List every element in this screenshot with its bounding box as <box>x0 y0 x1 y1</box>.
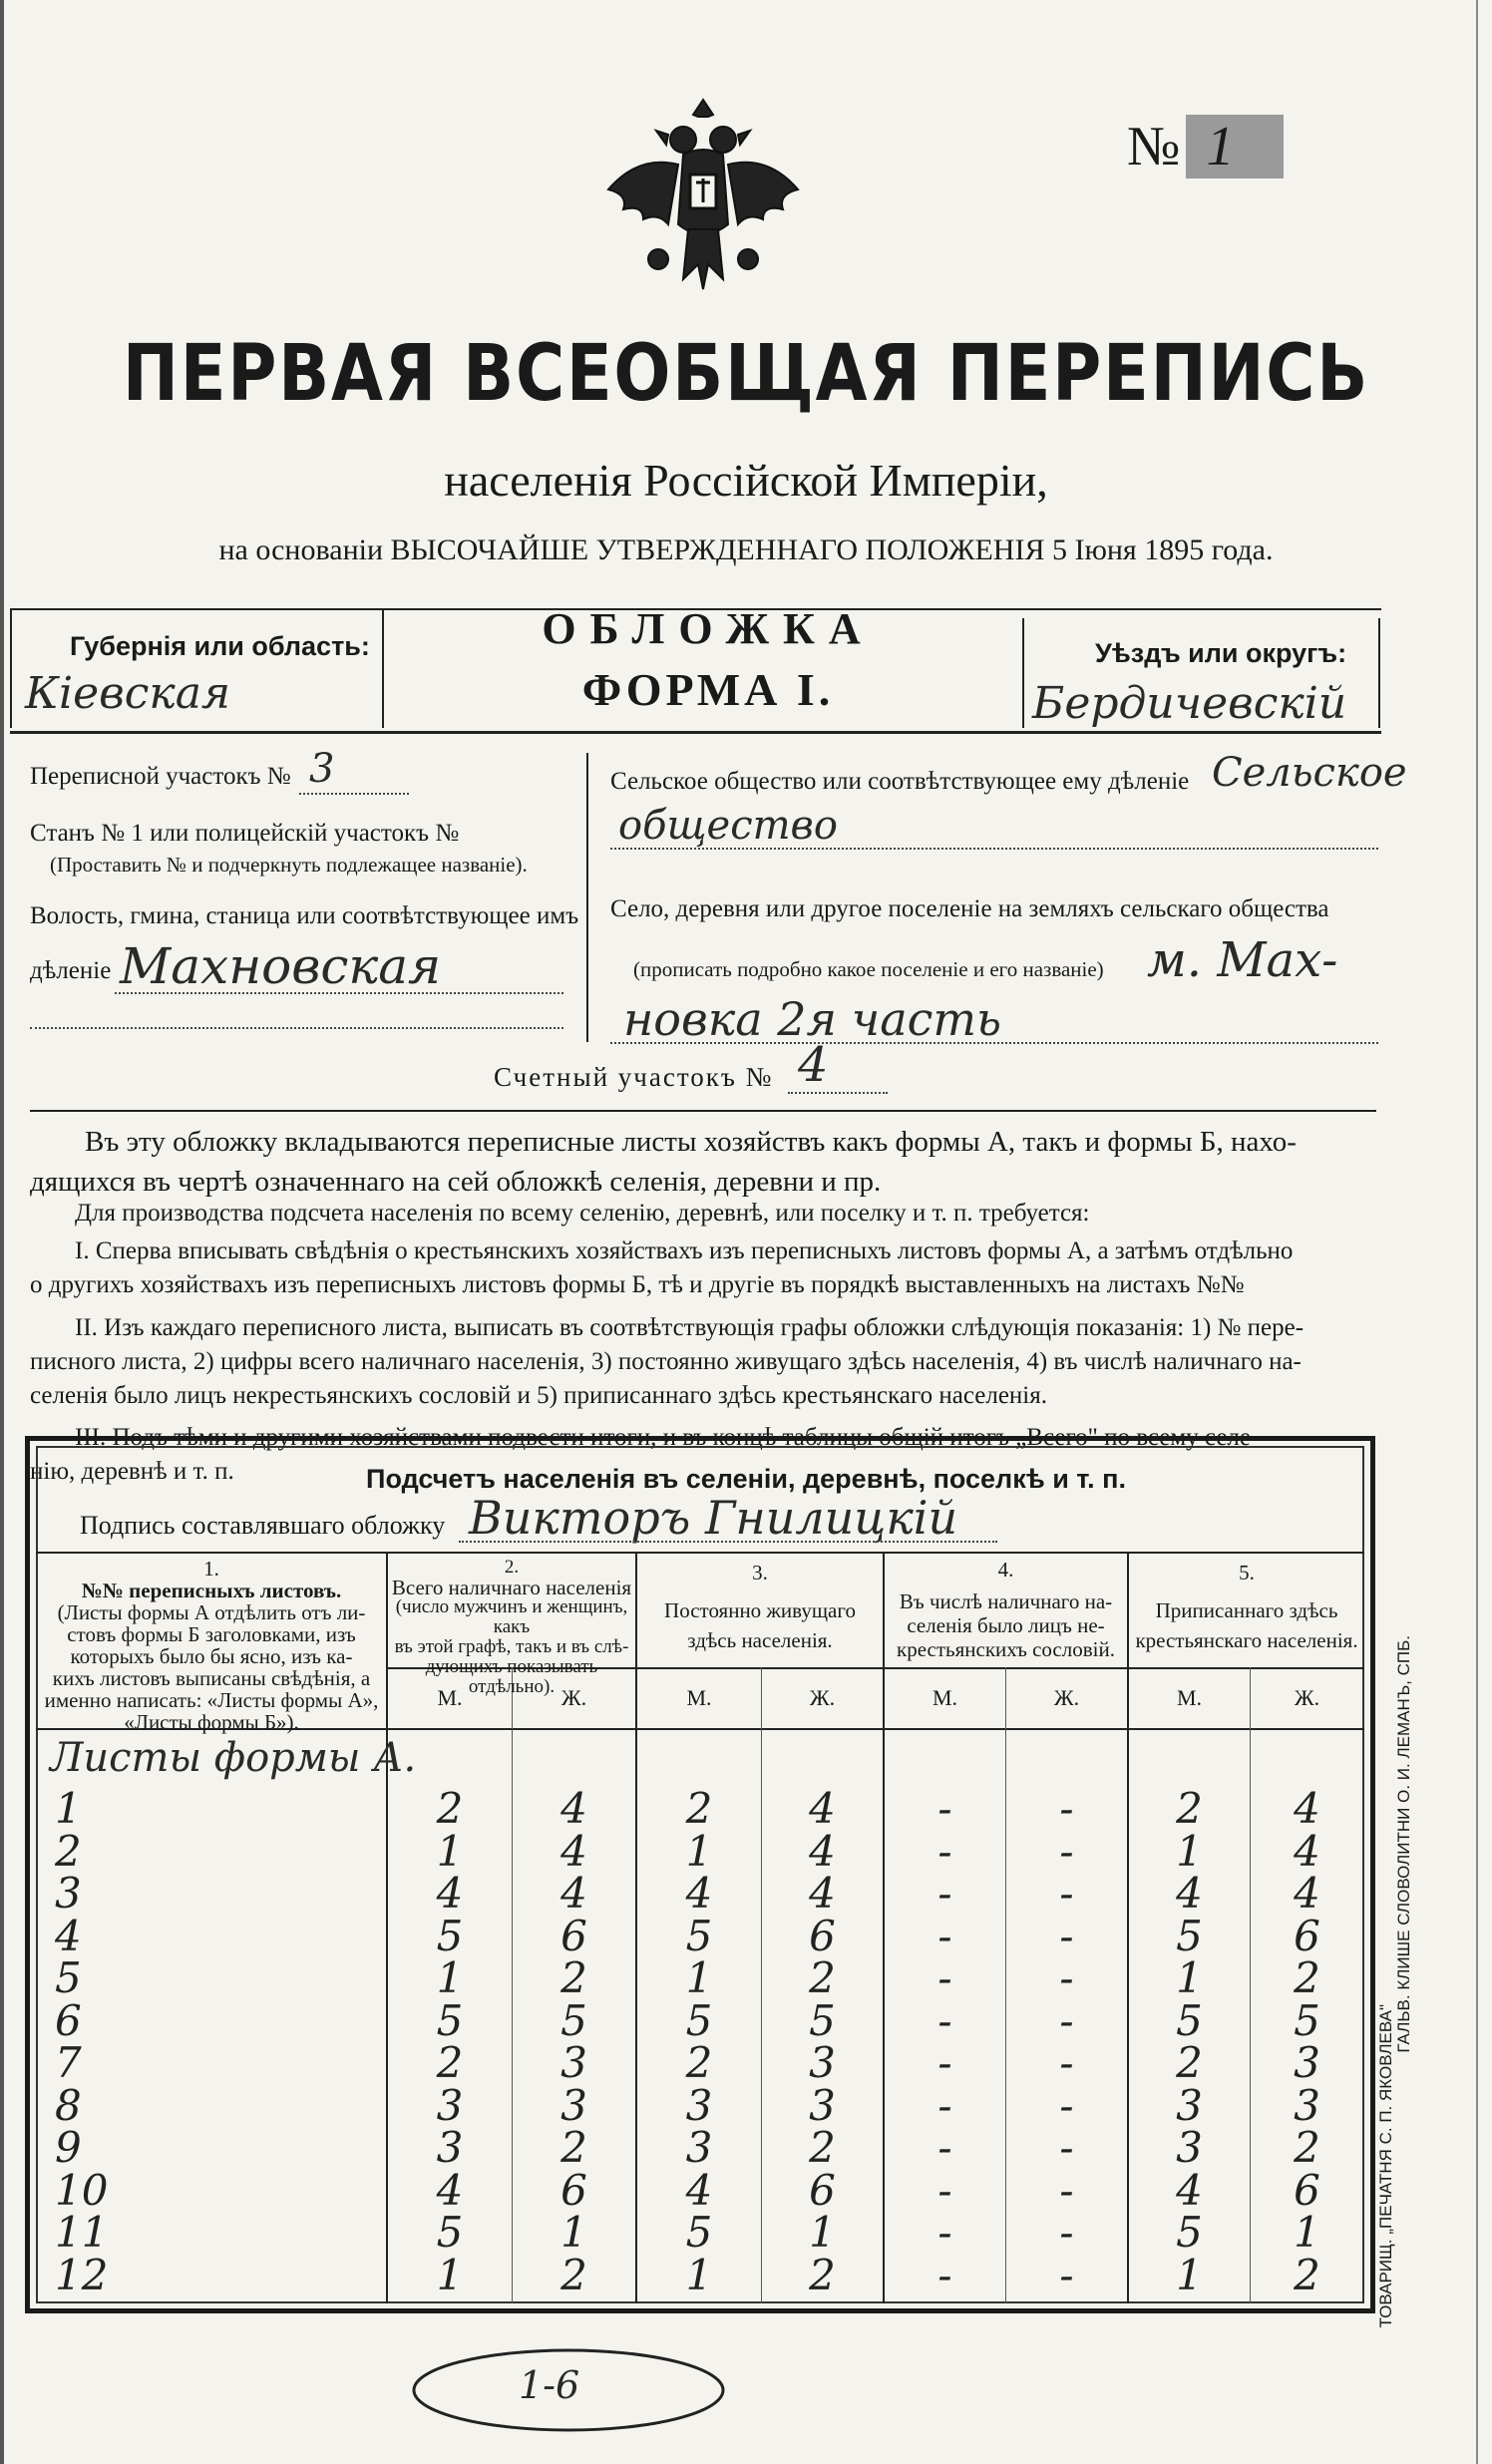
counting-section-line <box>788 1092 888 1094</box>
instruction-2-line-1: II. Изъ каждаго переписного листа, выписать въ соотвѣтствующія графы обложки слѣдующія показанія: 1) № пере- <box>75 1314 1305 1341</box>
intro-line-2: дящихся въ чертѣ означеннаго на сей обложкѣ селенія, деревни и пр. <box>30 1166 882 1198</box>
fields-separator <box>586 753 588 1042</box>
cell-c5m: 4 <box>1176 1869 1203 1918</box>
village-label: Село, деревня или другое поселеніе на земляхъ сельскаго общества <box>610 895 1329 922</box>
cell-c3f: 3 <box>809 2038 836 2087</box>
cell-c3f: 5 <box>809 1995 836 2045</box>
cell-c5m: 3 <box>1176 2080 1203 2130</box>
cell-c5m: 2 <box>1176 2038 1203 2087</box>
row-sheet-number: 12 <box>55 2250 109 2299</box>
cell-c4f: - <box>1059 2080 1074 2130</box>
cell-c5f: 5 <box>1294 1995 1320 2045</box>
cell-c4m: - <box>937 2208 952 2257</box>
cell-c3m: 2 <box>685 2038 713 2087</box>
col1-note-2: стовъ формы Б заголовками, изъ <box>67 1622 356 1646</box>
village-value-2: новка 2я часть <box>623 992 1002 1046</box>
cell-c4m: - <box>937 2250 952 2299</box>
cell-c3f: 3 <box>809 2080 836 2130</box>
col4-title-3: крестьянскихъ сословій. <box>897 1637 1115 1661</box>
col4-m-header: М. <box>932 1685 958 1710</box>
province-box-right <box>382 608 384 728</box>
double-headed-eagle-icon <box>598 95 808 314</box>
cell-c2m: 5 <box>436 1911 464 1960</box>
cell-c2m: 2 <box>436 2038 464 2087</box>
cell-c3m: 1 <box>685 1953 713 2002</box>
section-label-form-a: Листы формы А. <box>50 1735 417 1781</box>
cell-c2f: 4 <box>560 1869 587 1918</box>
instruction-1-line-2: о другихъ хозяйствахъ изъ переписныхъ листовъ формы Б, тѣ и другіе въ порядкѣ выставленныхъ на листахъ №№ <box>30 1271 1245 1298</box>
instructions-lead: Для производства подсчета населенія по всему селенію, деревнѣ, или поселку и т. п. требуется: <box>75 1200 1090 1227</box>
cell-c3f: 1 <box>809 2208 836 2257</box>
page-left-edge <box>0 0 4 2464</box>
cell-c5f: 4 <box>1294 1826 1320 1876</box>
col2-title-2: (число мужчинъ и женщинъ, какъ <box>395 1596 628 1637</box>
cell-c3f: 4 <box>809 1869 836 1918</box>
cell-c3f: 2 <box>809 1953 836 2002</box>
col2-f-header: Ж. <box>560 1685 587 1710</box>
cell-c2m: 3 <box>436 2123 464 2172</box>
cell-c2f: 2 <box>560 1953 587 2002</box>
header-bottom-rule <box>10 731 1381 734</box>
col4-f-header: Ж. <box>1053 1685 1080 1710</box>
col3-title-1: Постоянно живущаго <box>664 1598 856 1622</box>
col1-note-5: именно написать: «Листы формы А», <box>44 1688 379 1712</box>
cell-c4f: - <box>1059 1869 1074 1918</box>
col3-f-header: Ж. <box>809 1685 836 1710</box>
cell-c3f: 6 <box>809 1911 836 1960</box>
cell-c5f: 2 <box>1294 1953 1320 2002</box>
col4-header <box>886 1558 1126 1661</box>
cell-c2m: 1 <box>436 2250 464 2299</box>
census-section-line <box>299 793 409 795</box>
cell-c4m: - <box>937 1911 952 1960</box>
village-note: (прописать подробно какое поселеніе и его названіе) <box>633 957 1104 981</box>
cell-c4f: - <box>1059 1911 1074 1960</box>
society-value-2: общество <box>618 803 838 849</box>
instruction-2-line-3: селенія было лицъ некрестьянскихъ сословій и 5) приписаннаго здѣсь крестьянскаго населенія. <box>30 1382 1047 1409</box>
cell-c5f: 3 <box>1294 2038 1320 2087</box>
col1-title: №№ переписныхъ листовъ. <box>81 1579 342 1602</box>
col3-title-2: здѣсь населенія. <box>687 1628 833 1652</box>
instruction-2 <box>30 1311 1386 1413</box>
cell-c2m: 3 <box>436 2080 464 2130</box>
cell-c4f: - <box>1059 2038 1074 2087</box>
province-box-left <box>10 608 12 728</box>
cell-c4f: - <box>1059 2250 1074 2299</box>
volost-label: Волость, гмина, станица или соотвѣтствующее имъ <box>30 902 579 929</box>
col2-title-1: Всего наличнаго населенія <box>391 1576 632 1599</box>
col1-note-1: (Листы формы А отдѣлить отъ ли- <box>57 1600 366 1624</box>
cell-c2m: 1 <box>436 1826 464 1876</box>
cell-c5m: 5 <box>1176 1995 1203 2045</box>
col2-title-3: въ этой графѣ, такъ и въ слѣ- <box>394 1636 629 1657</box>
row-sheet-number: 9 <box>55 2123 82 2172</box>
district-label: Уѣздъ или округъ: <box>1095 638 1347 668</box>
cell-c5f: 2 <box>1294 2123 1320 2172</box>
society-label: Сельское общество или соотвѣтствующее ему дѣленіе <box>610 768 1190 795</box>
row-sheet-number: 2 <box>55 1826 82 1876</box>
society-line <box>610 848 1378 850</box>
cell-c4m: - <box>937 1826 952 1876</box>
cell-c2f: 6 <box>560 1911 587 1960</box>
row-sheet-number: 3 <box>55 1869 82 1918</box>
col4-title-2: селенія было лицъ не- <box>907 1613 1105 1637</box>
col5-header <box>1130 1558 1363 1655</box>
page-right-edge <box>1476 0 1478 2464</box>
cell-c3m: 4 <box>685 1869 713 1918</box>
cell-c5f: 1 <box>1294 2208 1320 2257</box>
stan-label: Станъ № 1 или полицейскій участокъ № <box>30 820 460 847</box>
col1-num: 1. <box>203 1557 219 1581</box>
cell-c2m: 4 <box>436 1869 464 1918</box>
village-line <box>610 1042 1378 1044</box>
row-sheet-number: 5 <box>55 1953 82 2002</box>
village-value: м. Мах- <box>1147 932 1338 988</box>
cell-c3f: 6 <box>809 2165 836 2215</box>
census-section-label: Переписной участокъ № <box>30 763 291 790</box>
cell-c4m: - <box>937 2123 952 2172</box>
col2-m-header: М. <box>437 1685 463 1710</box>
volost-label-2: дѣленіе <box>30 957 112 984</box>
cell-c2m: 5 <box>436 2208 464 2257</box>
fields-bottom-rule <box>30 1110 1376 1112</box>
cell-c4m: - <box>937 1995 952 2045</box>
cell-c5m: 5 <box>1176 1911 1203 1960</box>
cell-c5m: 1 <box>1176 1826 1203 1876</box>
form-number <box>1127 115 1284 178</box>
cell-c4f: - <box>1059 2165 1074 2215</box>
col5-num: 5. <box>1239 1561 1255 1584</box>
col2-header <box>389 1558 634 1697</box>
cell-c4m: - <box>937 1869 952 1918</box>
cell-c5m: 5 <box>1176 2208 1203 2257</box>
col2-num: 2. <box>504 1557 520 1578</box>
cell-c3m: 2 <box>685 1784 713 1833</box>
cell-c5f: 6 <box>1294 1911 1320 1960</box>
cell-c4m: - <box>937 1953 952 2002</box>
province-value: Кіевская <box>25 668 231 719</box>
instruction-2-line-2: писного листа, 2) цифры всего наличнаго населенія, 3) постоянно живущаго здѣсь населенія, 4) въ числѣ наличнаго на- <box>30 1348 1302 1375</box>
col3-header <box>638 1558 882 1655</box>
col1-note-4: кихъ листовъ выписаны свѣдѣнія, а <box>52 1666 371 1690</box>
instruction-1-line-1: I. Сперва вписывать свѣдѣнія о крестьянскихъ хозяйствахъ изъ переписныхъ листовъ формы А, а затѣмъ отдѣльно <box>75 1237 1294 1264</box>
cell-c3f: 4 <box>809 1784 836 1833</box>
cell-c2m: 4 <box>436 2165 464 2215</box>
printer-credit: ГАЛЬВ. КЛИШЕ СЛОВОЛИТНИ О. И. ЛЕМАНЪ, СПБ. <box>1394 1635 1413 2053</box>
cell-c5f: 2 <box>1294 2250 1320 2299</box>
col1-note-6: «Листы формы Б»). <box>124 1710 299 1734</box>
signature-label: Подпись составлявшаго обложку <box>80 1511 446 1540</box>
cell-c4f: - <box>1059 2208 1074 2257</box>
instructions-intro <box>30 1122 1386 1202</box>
page-subtitle: населенія Россійской Имперіи, <box>444 455 1048 506</box>
cell-c2m: 5 <box>436 1995 464 2045</box>
cell-c5m: 1 <box>1176 2250 1203 2299</box>
instruction-1 <box>30 1234 1386 1302</box>
col1-header <box>42 1558 381 1733</box>
cell-c3f: 4 <box>809 1826 836 1876</box>
cell-c2f: 4 <box>560 1784 587 1833</box>
col3-num: 3. <box>752 1561 768 1584</box>
district-box-left <box>1022 618 1024 728</box>
cell-c4f: - <box>1059 1784 1074 1833</box>
counting-section-label: Счетный участокъ № <box>494 1062 774 1092</box>
cell-c3m: 1 <box>685 2250 713 2299</box>
cell-c5f: 3 <box>1294 2080 1320 2130</box>
legal-basis: на основаніи ВЫСОЧАЙШЕ УТВЕРЖДЕННАГО ПОЛОЖЕНІЯ 5 Іюня 1895 года. <box>218 533 1274 566</box>
row-sheet-number: 7 <box>55 2038 82 2087</box>
cell-c3f: 2 <box>809 2250 836 2299</box>
instruction-3-line-1: III. Подъ тѣми и другими хозяйствами подвести итоги, и въ концѣ таблицы общій итогъ „Всего" по всему селе- <box>75 1424 1260 1451</box>
col2-title-4: дующихъ показывать отдѣльно). <box>425 1656 598 1697</box>
cell-c2f: 2 <box>560 2250 587 2299</box>
form-label: ФОРМА I. <box>581 664 835 715</box>
cover-title: ОБЛОЖКА <box>542 604 875 653</box>
cell-c4f: - <box>1059 1995 1074 2045</box>
census-section-value: 3 <box>309 746 335 792</box>
col4-title-1: Въ числѣ наличнаго на- <box>899 1589 1113 1613</box>
cell-c3m: 1 <box>685 1826 713 1876</box>
page-title: ПЕРВАЯ ВСЕОБЩАЯ ПЕРЕПИСЬ <box>122 329 1370 419</box>
cell-c2f: 3 <box>560 2080 587 2130</box>
cell-c3m: 5 <box>685 2208 713 2257</box>
cell-c4m: - <box>937 2165 952 2215</box>
cell-c2f: 3 <box>560 2038 587 2087</box>
footer-page-note: 1-6 <box>519 2363 580 2407</box>
table-heading: Подсчетъ населенія въ селеніи, деревнѣ, поселкѣ и т. п. <box>366 1464 1126 1494</box>
col4-num: 4. <box>997 1558 1014 1582</box>
table-header-top-rule <box>36 1552 1364 1554</box>
col5-f-header: Ж. <box>1294 1685 1320 1710</box>
row-sheet-number: 8 <box>55 2080 82 2130</box>
cell-c3m: 3 <box>685 2123 713 2172</box>
society-value: Сельское <box>1212 750 1407 796</box>
cell-c2f: 1 <box>560 2208 587 2257</box>
cell-c2m: 1 <box>436 1953 464 2002</box>
number-label: № <box>1127 116 1181 177</box>
cell-c3f: 2 <box>809 2123 836 2172</box>
cell-c3m: 4 <box>685 2165 713 2215</box>
cell-c4f: - <box>1059 2123 1074 2172</box>
col1-note-3: которыхъ было бы ясно, изъ ка- <box>70 1644 353 1668</box>
cell-c3m: 5 <box>685 1911 713 1960</box>
row-sheet-number: 10 <box>55 2165 109 2215</box>
instruction-3-line-2: нію, деревнѣ и т. п. <box>30 1458 234 1485</box>
cell-c5f: 4 <box>1294 1869 1320 1918</box>
cell-c5m: 1 <box>1176 1953 1203 2002</box>
cell-c2f: 2 <box>560 2123 587 2172</box>
cell-c2f: 6 <box>560 2165 587 2215</box>
cell-c5f: 6 <box>1294 2165 1320 2215</box>
printer-credit-2: ТОВАРИЩ. „ПЕЧАТНЯ С. П. ЯКОВЛЕВА" <box>1376 2004 1395 2328</box>
volost-line-2 <box>30 1027 563 1029</box>
cell-c2f: 5 <box>560 1995 587 2045</box>
stan-note: (Проставить № и подчеркнуть подлежащее названіе). <box>50 853 528 877</box>
number-value: 1 <box>1186 115 1284 178</box>
signature-value: Викторъ Гнилицкій <box>469 1491 958 1545</box>
cell-c5m: 4 <box>1176 2165 1203 2215</box>
cell-c2m: 2 <box>436 1784 464 1833</box>
volost-value: Махновская <box>120 937 442 995</box>
col3-m-header: М. <box>686 1685 712 1710</box>
col5-title-1: Приписаннаго здѣсь <box>1155 1598 1338 1622</box>
counting-section-value: 4 <box>798 1037 829 1093</box>
cell-c3m: 5 <box>685 1995 713 2045</box>
intro-line-1: Въ эту обложку вкладываются переписные листы хозяйствъ какъ формы А, такъ и формы Б, нахо- <box>85 1126 1297 1158</box>
cell-c5m: 3 <box>1176 2123 1203 2172</box>
row-sheet-number: 4 <box>55 1911 82 1960</box>
cell-c4m: - <box>937 2038 952 2087</box>
col5-m-header: М. <box>1176 1685 1203 1710</box>
cell-c4m: - <box>937 2080 952 2130</box>
volost-line <box>115 992 563 994</box>
row-sheet-number: 1 <box>55 1784 82 1833</box>
signature-line <box>459 1541 997 1543</box>
cell-c4f: - <box>1059 1826 1074 1876</box>
district-value: Бердичевскій <box>1032 678 1347 729</box>
cell-c2f: 4 <box>560 1826 587 1876</box>
row-sheet-number: 6 <box>55 1995 82 2045</box>
cell-c4m: - <box>937 1784 952 1833</box>
province-label: Губернія или область: <box>70 631 370 661</box>
district-box-right <box>1378 618 1380 728</box>
cell-c5m: 2 <box>1176 1784 1203 1833</box>
col5-title-2: крестьянскаго населенія. <box>1135 1628 1358 1652</box>
cell-c4f: - <box>1059 1953 1074 2002</box>
cell-c5f: 4 <box>1294 1784 1320 1833</box>
cell-c3m: 3 <box>685 2080 713 2130</box>
row-sheet-number: 11 <box>55 2208 109 2257</box>
